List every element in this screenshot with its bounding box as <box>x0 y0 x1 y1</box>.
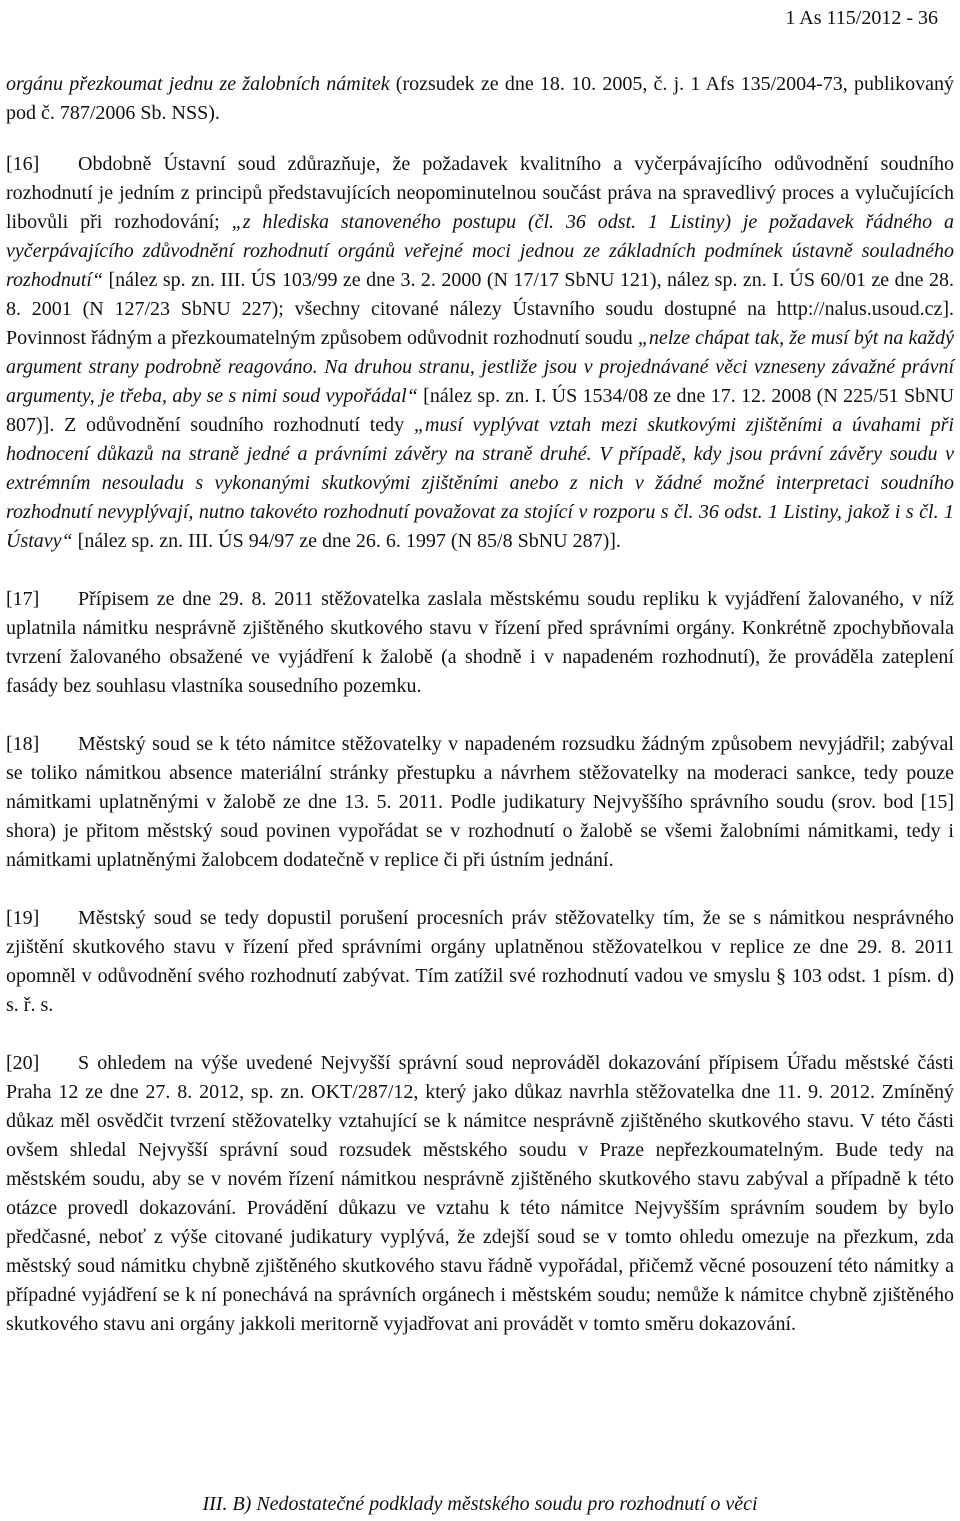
paragraph-text: Obdobně Ústavní soud zdůrazňuje, že požadavek kvalitního a vyčerpávajícího odůvodnění soudního rozhodnutí je jedním z principů představujících neopominutelnou součást práva na spravedlivý proces a vylučujících libovůli při rozhodování; <box>6 153 954 233</box>
quote-italic: orgánu přezkoumat jednu ze žalobních námitek <box>6 73 390 95</box>
paragraph-number: [18] <box>6 733 40 755</box>
quote-italic: „musí vyplývat vztah mezi skutkovými zjištěními a úvahami při hodnocení důkazů na straně jedné a právními závěry na straně druhé. V případě, kdy jsou právní závěry soudu v extrémním nesouladu s vykonanými skutkovými zjištěními anebo z nich v žádné možné interpretaci soudního rozhodnutí nevyplývají, nutno takovéto rozhodnutí považovat za stojící v rozporu s čl. 36 odst. 1 Listiny, jakož i s čl. 1 Ústavy“ <box>6 414 954 552</box>
paragraph-text: Městský soud se tedy dopustil porušení procesních práv stěžovatelky tím, že se s námitkou nesprávného zjištění skutkového stavu v řízení před správními orgány uplatněnou stěžovatelkou v replice ze dne 29. 8. 2011 opomněl v odůvodnění svého rozhodnutí zabývat. Tím zatížil své rozhodnutí vadou ve smyslu § 103 odst. 1 písm. d) s. ř. s. <box>6 907 954 1016</box>
paragraph-18 <box>6 730 954 875</box>
quote-italic: „z hlediska stanoveného postupu (čl. 36 odst. 1 Listiny) je požadavek řádného a vyčerpávajícího zdůvodnění rozhodnutí orgánů veřejné moci jednou ze základních podmínek ústavně souladného rozhodnutí“ <box>6 211 954 291</box>
paragraph-number: [19] <box>6 907 40 929</box>
paragraph-text: (rozsudek ze dne 18. 10. 2005, č. j. 1 Afs 135/2004-73, publikovaný pod č. 787/2006 Sb. NSS). <box>6 73 954 124</box>
page-reference: 1 As 115/2012 - 36 <box>785 7 938 29</box>
paragraph-text: [nález sp. zn. I. ÚS 1534/08 ze dne 17. 12. 2008 (N 225/51 SbNU 807)]. Z odůvodnění soudního rozhodnutí tedy <box>6 385 955 436</box>
quote-italic: „nelze chápat tak, že musí být na každý argument strany podrobně reagováno. Na druhou stranu, jestliže jsou v projednávané věci vzneseny závažné právní argumenty, je třeba, aby se s nimi soud vypořádal“ <box>6 327 954 407</box>
paragraph-20 <box>6 1049 954 1339</box>
paragraph-text: [nález sp. zn. III. ÚS 103/99 ze dne 3. 2. 2000 (N 17/17 SbNU 121), nález sp. zn. I. ÚS 60/01 ze dne 28. 8. 2001 (N 127/23 SbNU 227); všechny citované nálezy Ústavního soudu dostupné na http://nalus.usoud.cz]. Povinnost řádným a přezkoumatelným způsobem odůvodnit rozhodnutí soudu <box>6 269 954 349</box>
paragraph-text: S ohledem na výše uvedené Nejvyšší správní soud neprováděl dokazování přípisem Úřadu městské části Praha 12 ze dne 27. 8. 2012, sp. zn. OKT/287/12, který jako důkaz navrhla stěžovatelka dne 11. 9. 2012. Zmíněný důkaz měl osvědčit tvrzení stěžovatelky vztahující se k námitce nesprávně zjištěného skutkového stavu. V této části ovšem shledal Nejvyšší správní soud rozsudek městského soudu v Praze nepřezkoumatelným. Bude tedy na městském soudu, aby se v novém řízení námitkou nesprávně zjištěného skutkového stavu zabýval a případně k této otázce provedl dokazování. Provádění důkazu ve vztahu k této námitce Nejvyšším správním soudem by bylo předčasné, neboť z výše citované judikatury vyplývá, že zdejší soud se v tomto ohledu omezuje na přezkum, zda městský soud námitku chybně zjištěného skutkového stavu řádně vypořádal, přičemž věcné posouzení této námitky a případné vyjádření se k ní ponechává na správních orgánech i městském soudu; nemůže k námitce chybně zjištěného skutkového stavu ani orgány jakkoli meritorně vyjadřovat ani provádět v tomto směru dokazování. <box>6 1052 954 1335</box>
paragraph-text: [nález sp. zn. III. ÚS 94/97 ze dne 26. 6. 1997 (N 85/8 SbNU 287)]. <box>72 530 621 552</box>
paragraph-19 <box>6 904 954 1020</box>
paragraph-number: [20] <box>6 1052 40 1074</box>
paragraph-text: Přípisem ze dne 29. 8. 2011 stěžovatelka zaslala městskému soudu repliku k vyjádření žalovaného, v níž uplatnila námitku nesprávně zjištěného skutkového stavu v řízení před správními orgány. Konkrétně zpochybňovala tvrzení žalovaného obsažené ve vyjádření k žalobě (a shodně i v napadeném rozhodnutí), že prováděla zateplení fasády bez souhlasu vlastníka sousedního pozemku. <box>6 588 954 697</box>
paragraph-number: [16] <box>6 153 40 175</box>
paragraph-number: [17] <box>6 588 40 610</box>
paragraph-continuation <box>6 70 954 128</box>
document-body <box>6 70 954 1368</box>
section-heading: III. B) Nedostatečné podklady městského soudu pro rozhodnutí o věci <box>202 1493 758 1515</box>
paragraph-17 <box>6 585 954 701</box>
paragraph-text: Městský soud se k této námitce stěžovatelky v napadeném rozsudku žádným způsobem nevyjádřil; zabýval se toliko námitkou absence materiální stránky přestupku a návrhem stěžovatelky na moderaci sankce, tedy pouze námitkami uplatněnými v žalobě ze dne 13. 5. 2011. Podle judikatury Nejvyššího správního soudu (srov. bod [15] shora) je přitom městský soud povinen vypořádat se v rozhodnutí o žalobě se všemi žalobními námitkami, tedy i námitkami uplatněnými žalobcem dodatečně v replice či při ústním jednání. <box>6 733 954 871</box>
paragraph-16 <box>6 150 954 556</box>
